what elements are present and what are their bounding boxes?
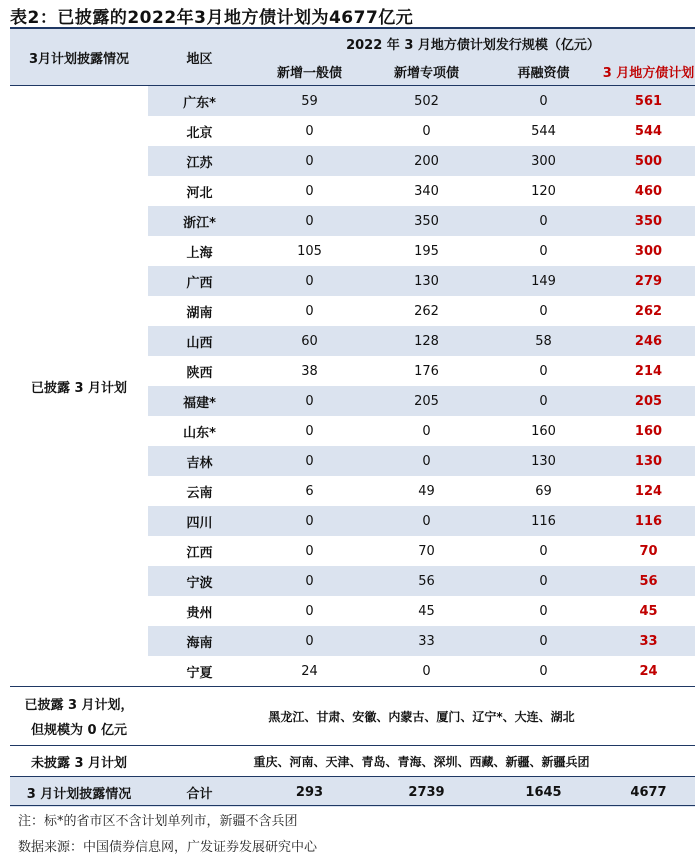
general-cell: 105 <box>297 243 322 259</box>
total-cell: 350 <box>602 206 695 236</box>
table-row <box>10 86 695 117</box>
region-cell: 陕西 <box>186 365 213 381</box>
total-cell: 460 <box>634 183 663 199</box>
refi-cell: 130 <box>485 446 602 476</box>
general-cell: 0 <box>251 386 368 416</box>
total-cell: 279 <box>602 266 695 296</box>
general-cell: 0 <box>251 206 368 236</box>
sum-refi: 1645 <box>485 777 602 808</box>
not-disclosed-row <box>10 746 695 777</box>
general-cell: 0 <box>305 423 314 439</box>
total-cell: 160 <box>634 423 663 439</box>
zero-plan-label <box>10 687 148 746</box>
special-cell: 0 <box>368 506 485 536</box>
region-cell: 四川 <box>148 506 251 536</box>
special-cell: 502 <box>368 86 485 117</box>
total-cell: 205 <box>602 386 695 416</box>
region-cell: 宁波 <box>148 566 251 596</box>
total-cell: 214 <box>634 363 663 379</box>
special-cell: 70 <box>418 543 435 559</box>
refi-cell: 0 <box>485 206 602 236</box>
general-cell: 60 <box>251 326 368 356</box>
total-cell: 500 <box>602 146 695 176</box>
total-cell: 70 <box>639 543 658 559</box>
total-cell: 124 <box>634 483 663 499</box>
refi-cell: 0 <box>485 386 602 416</box>
total-cell: 56 <box>602 566 695 596</box>
region-cell: 湖南 <box>186 305 213 321</box>
region-cell: 上海 <box>186 245 213 261</box>
special-cell: 176 <box>414 363 439 379</box>
total-cell: 246 <box>602 326 695 356</box>
region-cell: 河北 <box>186 185 213 201</box>
region-cell: 福建* <box>148 386 251 416</box>
special-cell: 0 <box>422 663 431 679</box>
special-cell: 200 <box>368 146 485 176</box>
header-row-1 <box>10 29 695 57</box>
region-cell: 广东* <box>148 86 251 117</box>
refi-cell: 120 <box>531 183 556 199</box>
bond-plan-table <box>10 29 695 807</box>
region-cell: 江西 <box>186 545 213 561</box>
data-source: 数据来源：中国债券信息网，广发证券发展研究中心 <box>18 840 318 855</box>
general-cell: 0 <box>251 566 368 596</box>
special-cell: 340 <box>414 183 439 199</box>
sum-total: 4677 <box>602 777 695 808</box>
refi-cell: 0 <box>539 243 548 259</box>
refi-cell: 300 <box>485 146 602 176</box>
total-cell: 544 <box>634 123 663 139</box>
footnote: 注：标*的省市区不含计划单列市，新疆不含兵团 <box>18 814 298 829</box>
general-cell: 0 <box>251 146 368 176</box>
region-cell: 宁夏 <box>186 665 213 681</box>
total-cell: 33 <box>602 626 695 656</box>
general-cell: 24 <box>301 663 318 679</box>
refi-cell: 0 <box>485 626 602 656</box>
region-cell: 云南 <box>186 485 213 501</box>
region-cell: 北京 <box>186 125 213 141</box>
zero-plan-label-line1: 已披露 3 月计划， <box>24 698 134 713</box>
general-cell: 38 <box>301 363 318 379</box>
refi-cell: 0 <box>539 363 548 379</box>
region-cell: 江苏 <box>148 146 251 176</box>
refi-cell: 0 <box>539 543 548 559</box>
general-cell: 0 <box>305 123 314 139</box>
general-cell: 0 <box>251 266 368 296</box>
region-cell: 贵州 <box>186 605 213 621</box>
special-cell: 45 <box>418 603 435 619</box>
not-disclosed-label: 未披露 3 月计划 <box>10 746 148 777</box>
header-general: 新增一般债 <box>251 57 368 86</box>
bottom-rule <box>10 805 695 806</box>
special-cell: 33 <box>368 626 485 656</box>
summary-label: 3 月计划披露情况 <box>10 777 148 808</box>
refi-cell: 58 <box>485 326 602 356</box>
zero-plan-label-line2: 但规模为 0 亿元 <box>30 723 128 738</box>
refi-cell: 0 <box>539 603 548 619</box>
header-disclosure: 3月计划披露情况 <box>10 29 148 86</box>
region-cell: 吉林 <box>148 446 251 476</box>
sum-label: 合计 <box>148 777 251 808</box>
refi-cell: 0 <box>485 566 602 596</box>
total-cell: 24 <box>639 663 658 679</box>
header-special: 新增专项债 <box>368 57 485 86</box>
total-cell: 262 <box>634 303 663 319</box>
zero-plan-regions: 黑龙江、甘肃、安徽、内蒙古、厦门、辽宁*、大连、湖北 <box>148 687 695 746</box>
header-total: 3 月地方债计划 <box>602 57 695 86</box>
header-region: 地区 <box>148 29 251 86</box>
general-cell: 0 <box>305 603 314 619</box>
special-cell: 195 <box>414 243 439 259</box>
special-cell: 205 <box>368 386 485 416</box>
sum-special: 2739 <box>368 777 485 808</box>
group-label: 已披露 3 月计划 <box>10 86 148 687</box>
special-cell: 128 <box>368 326 485 356</box>
region-cell: 浙江* <box>148 206 251 236</box>
special-cell: 49 <box>418 483 435 499</box>
general-cell: 59 <box>251 86 368 117</box>
special-cell: 56 <box>368 566 485 596</box>
not-disclosed-regions: 重庆、河南、天津、青岛、青海、深圳、西藏、新疆、新疆兵团 <box>148 746 695 777</box>
special-cell: 130 <box>368 266 485 296</box>
total-cell: 130 <box>602 446 695 476</box>
total-cell: 116 <box>602 506 695 536</box>
total-cell: 561 <box>602 86 695 117</box>
refi-cell: 0 <box>539 303 548 319</box>
refi-cell: 116 <box>485 506 602 536</box>
special-cell: 262 <box>414 303 439 319</box>
special-cell: 0 <box>422 423 431 439</box>
table-title: 表2：已披露的2022年3月地方债计划为4677亿元 <box>10 8 414 28</box>
special-cell: 0 <box>368 446 485 476</box>
region-cell: 广西 <box>148 266 251 296</box>
refi-cell: 0 <box>539 663 548 679</box>
region-cell: 山西 <box>148 326 251 356</box>
general-cell: 0 <box>251 446 368 476</box>
region-cell: 山东* <box>183 425 216 441</box>
summary-row <box>10 777 695 808</box>
refi-cell: 0 <box>485 86 602 117</box>
refi-cell: 69 <box>535 483 552 499</box>
refi-cell: 544 <box>531 123 556 139</box>
general-cell: 6 <box>305 483 314 499</box>
total-cell: 300 <box>634 243 663 259</box>
general-cell: 0 <box>305 183 314 199</box>
zero-plan-row <box>10 687 695 746</box>
total-cell: 45 <box>639 603 658 619</box>
general-cell: 0 <box>251 506 368 536</box>
special-cell: 0 <box>422 123 431 139</box>
refi-cell: 149 <box>485 266 602 296</box>
general-cell: 0 <box>305 303 314 319</box>
sum-general: 293 <box>251 777 368 808</box>
refi-cell: 160 <box>531 423 556 439</box>
special-cell: 350 <box>368 206 485 236</box>
header-group: 2022 年 3 月地方债计划发行规模（亿元） <box>251 29 695 57</box>
region-cell: 海南 <box>148 626 251 656</box>
header-refi: 再融资债 <box>485 57 602 86</box>
general-cell: 0 <box>251 626 368 656</box>
general-cell: 0 <box>305 543 314 559</box>
